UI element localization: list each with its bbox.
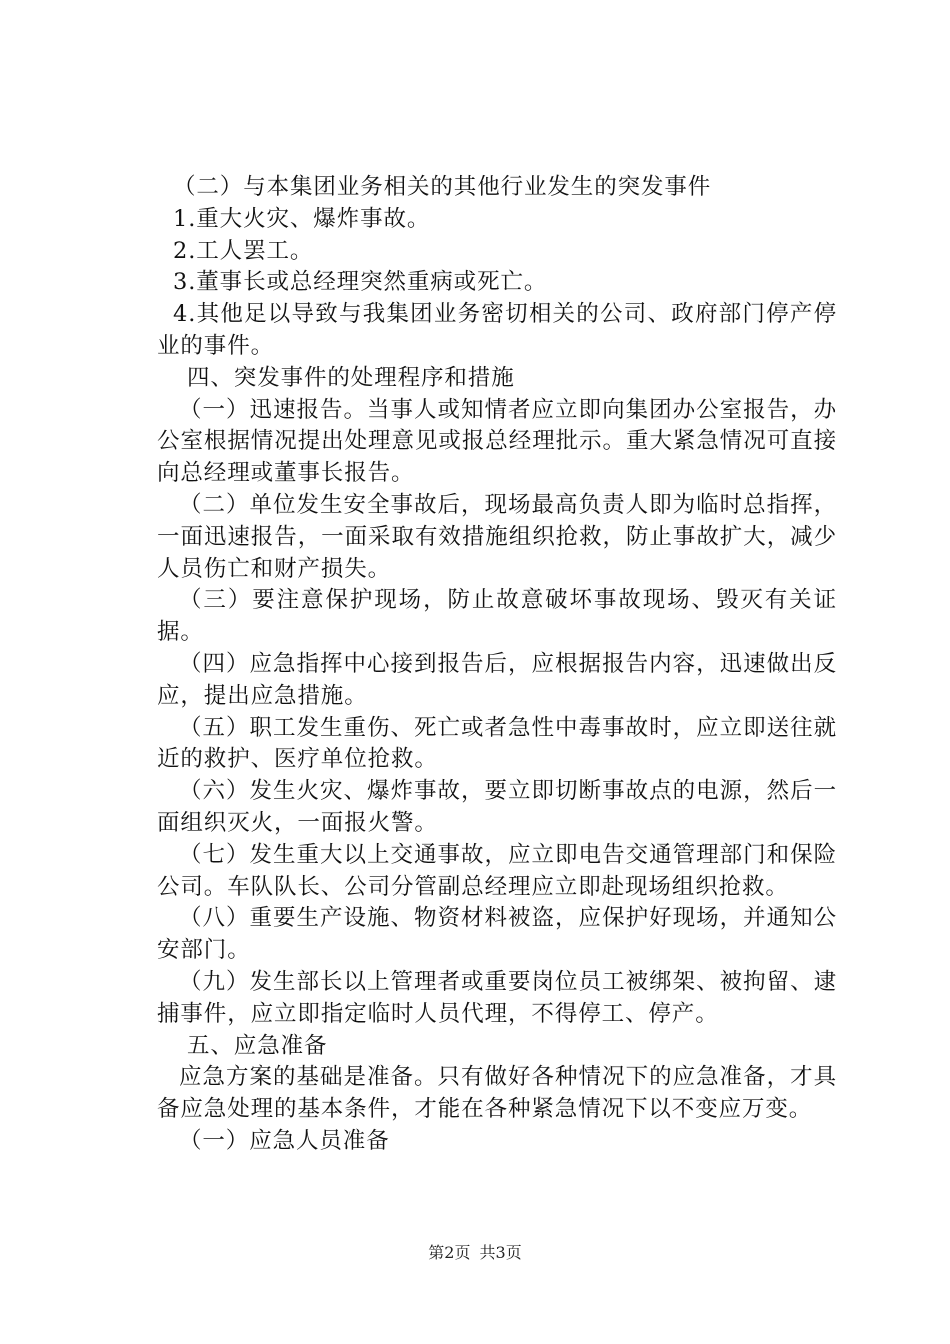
procedure-item-traffic: （七）发生重大以上交通事故，应立即电告交通管理部门和保险公司。车队队长、公司分管副总经理应立即赴现场组织抢救。 [157, 841, 837, 900]
document-body [157, 172, 837, 1158]
procedure-item-command-center: （四）应急指挥中心接到报告后，应根据报告内容，迅速做出反应，提出应急措施。 [157, 650, 837, 709]
list-item-executive-illness: 3.董事长或总经理突然重病或死亡。 [173, 269, 548, 296]
procedure-item-theft: （八）重要生产设施、物资材料被盗，应保护好现场，并通知公安部门。 [157, 905, 837, 964]
section-heading-procedures: 四、突发事件的处理程序和措施 [187, 364, 515, 391]
section-heading-other-industries: （二）与本集团业务相关的其他行业发生的突发事件 [173, 174, 712, 200]
procedure-item-fire: （六）发生火灾、爆炸事故，要立即切断事故点的电源，然后一面组织灭火，一面报火警。 [157, 778, 837, 836]
section-heading-preparation: 五、应急准备 [187, 1032, 328, 1059]
list-item-other-shutdown: 4.其他足以导致与我集团业务密切相关的公司、政府部门停产停业的事件。 [157, 301, 837, 359]
procedure-item-kidnapping: （九）发生部长以上管理者或重要岗位员工被绑架、被拘留、逮捕事件，应立即指定临时人员代理，不得停工、停产。 [157, 968, 837, 1027]
list-item-strike: 2.工人罢工。 [173, 237, 314, 264]
total-pages: 共3页 [479, 1243, 522, 1262]
list-item-fire-explosion: 1.重大火灾、爆炸事故。 [173, 205, 431, 232]
subsection-heading-personnel: （一）应急人员准备 [179, 1127, 390, 1154]
procedure-item-commander: （二）单位发生安全事故后，现场最高负责人即为临时总指挥，一面迅速报告，一面采取有效措施组织抢救，防止事故扩大，减少人员伤亡和财产损失。 [157, 491, 837, 582]
preparation-paragraph: 应急方案的基础是准备。只有做好各种情况下的应急准备，才具备应急处理的基本条件，才能在各种紧急情况下以不变应万变。 [157, 1064, 837, 1123]
page-number: 第2页 [428, 1243, 471, 1262]
procedure-item-report: （一）迅速报告。当事人或知情者应立即向集团办公室报告，办公室根据情况提出处理意见或报总经理批示。重大紧急情况可直接向总经理或董事长报告。 [157, 396, 837, 487]
procedure-item-protect-scene: （三）要注意保护现场，防止故意破坏事故现场、毁灭有关证据。 [157, 587, 837, 646]
page-footer [0, 1243, 950, 1263]
procedure-item-injury: （五）职工发生重伤、死亡或者急性中毒事故时，应立即送往就近的救护、医疗单位抢救。 [157, 714, 837, 773]
